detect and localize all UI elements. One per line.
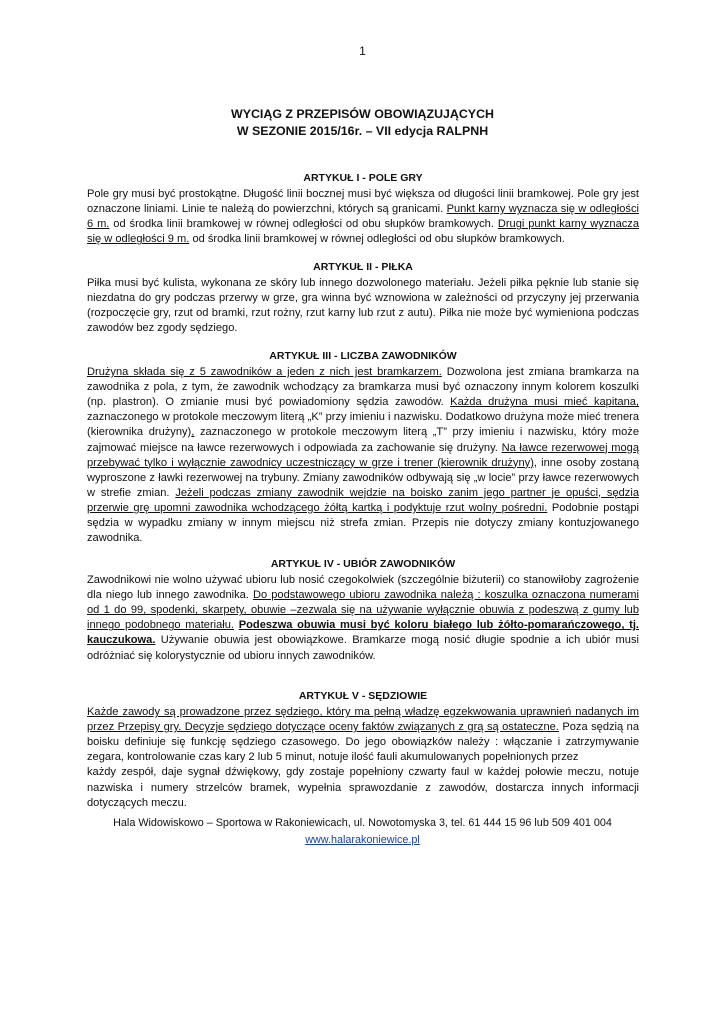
- article-3-text-part: zaznaczonego w protokole meczowym literą „K” przy imieniu i nazwisku. Dodatkowo drużyna może mieć trenera (kierownika drużyny): [87, 411, 639, 439]
- article-2-heading: ARTYKUŁ II - PIŁKA: [313, 261, 413, 273]
- article-5: [87, 689, 639, 811]
- article-5-text-continued: każdy zespół, daje sygnał dźwiękowy, gdy zostaje popełniony czwarty faul w każdej połowie meczu, notuje nazwiska i numery strzelców bramek, wypełnia sprawozdanie z zawodów, dostarcza innych informacji dotyczących meczu.: [87, 766, 639, 809]
- article-1-text-part: Pole gry musi być prostokątne. Długość linii bocznej musi być większa od długości linii bramkowej. Pole gry jest oznaczone liniami. Linie te należą do powierzchni, których są granicami.: [87, 188, 639, 216]
- article-2: [87, 260, 639, 336]
- page-number: 1: [359, 44, 366, 58]
- title-line-1: WYCIĄG Z PRZEPISÓW OBOWIĄZUJĄCYCH: [231, 107, 494, 121]
- article-1-underlined-part: Punkt karny wyznacza się w odległości 6 m.: [87, 203, 639, 231]
- article-5-underlined-part: Każde zawody są prowadzone przez sędziego, który ma pełną władzę egzekwowania uprawnień nadanych im przez Przepisy gry. Decyzje sędziego dotyczące oceny faktów związanych z grą są ostateczne.: [87, 706, 639, 734]
- article-3: [87, 349, 639, 546]
- article-3-text: [87, 365, 639, 546]
- footer-website-link[interactable]: www.halarakoniewice.pl: [305, 834, 420, 846]
- article-1-text-part: od środka linii bramkowej w równej odległości od obu słupków bramkowych.: [109, 218, 498, 231]
- article-3-text-part: Dozwolona jest zmiana bramkarza na zawodnika z pola, z tym, że zawodnik wchodzący za bramkarza musi być oznaczony innym kolorem koszulki (np. plastron). O zmianie musi być powiadomiony sędzia zawodów.: [87, 366, 639, 409]
- article-3-underlined-part: Każda drużyna musi mieć kapitana,: [450, 396, 639, 409]
- article-4-heading: ARTYKUŁ IV - UBIÓR ZAWODNIKÓW: [270, 558, 456, 570]
- article-4: [87, 557, 639, 664]
- article-3-text-part: Podobnie postąpi sędzia w wypadku zmiany w innym miejscu niż strefa zmian. Przepis nie dotyczy zmiany kontuzjowanego zawodnika.: [87, 501, 639, 545]
- article-3-text-part: inne osoby zostaną wyproszone z ławki rezerwowej na trybuny. Zmiany zawodników odbywają się „w locie” przy ławce rezerwowych w strefie zmian.: [87, 456, 639, 499]
- article-5-heading: ARTYKUŁ V - SĘDZIOWIE: [298, 690, 428, 702]
- article-1-underlined-part: Drugi punkt karny wyznacza się w odległości 9 m.: [87, 218, 639, 246]
- article-5-text-part: Poza sędzią na boisku definiuje się funkcję sędziego czasowego. Do jego obowiązków należy : włączanie i zatrzymywanie zegara, kontrolowanie czas kary 2 lub 5 minut, notuje ilość fauli akumulowanych popełnionych przez: [87, 721, 639, 764]
- article-3-underlined-part: Drużyna składa się z 5 zawodników a jeden z nich jest bramkarzem.: [87, 366, 442, 379]
- article-3-underlined-part: Jeżeli podczas zmiany zawodnik wejdzie na boisko zanim jego partner je opuści, sędzia przerwie grę upomni zawodnika wchodzącego żółtą kartką i podyktuje rzut wolny pośredni.: [87, 486, 639, 514]
- footer: [0, 815, 725, 849]
- article-4-text-part: Zawodnikowi nie wolno używać ubioru lub nosić czegokolwiek (szczególnie biżuterii) co stanowiłoby zagrożenie dla niego lub innego zawodnika.: [87, 574, 639, 602]
- document-title: [0, 106, 725, 140]
- article-3-heading: ARTYKUŁ III - LICZBA ZAWODNIKÓW: [269, 350, 457, 362]
- article-1: [87, 171, 639, 247]
- article-5-text: [87, 705, 639, 765]
- article-1-heading: ARTYKUŁ I - POLE GRY: [303, 172, 423, 184]
- article-4-text-part: Używanie obuwia jest obowiązkowe. Bramkarze mogą nosić długie spodnie a ich ubiór musi odróżniać się kolorystycznie od ubioru innych zawodników.: [87, 634, 639, 662]
- article-3-text-part: zaznaczonego w protokole meczowym literą „T” przy imieniu i nazwisku, który może zajmować miejsce na ławce rezerwowych i odpowiada za zachowanie się drużyny.: [87, 426, 640, 454]
- article-4-underlined-part: Do podstawowego ubioru zawodnika należą : koszulka oznaczona numerami od 1 do 99, spodenki, skarpety, obuwie –zezwala się na używanie wyłącznie obuwia z podeszwą z gumy lub innego podobnego materiału.: [87, 589, 639, 632]
- title-line-2: W SEZONIE 2015/16r. – VII edycja RALPNH: [236, 124, 489, 138]
- article-3-underlined-part: Na ławce rezerwowej mogą przebywać tylko i wyłącznie zawodnicy uczestniczący w grze i trener (kierownik drużyny),: [87, 441, 639, 469]
- article-4-bold-underlined-part: Podeszwa obuwia musi być koloru białego lub żółto-pomarańczowego, tj. kauczukowa.: [87, 619, 639, 647]
- article-2-text: Piłka musi być kulista, wykonana ze skóry lub innego dozwolonego materiału. Jeżeli piłka pęknie lub stanie się niezdatna do gry podczas przerwy w grze, gra winna być wznowiona w zależności od przyczyny jej przerwania (rozpoczęcie gry, rzut od bramki, rzut rożny, rzut karny lub rzut z autu). Piłka nie może być wymieniona podczas zawodów bez zgody sędziego.: [87, 277, 639, 335]
- article-1-text-part: od środka linii bramkowej w równej odległości od obu słupków bramkowych.: [189, 233, 565, 246]
- footer-address: Hala Widowiskowo – Sportowa w Rakoniewicach, ul. Nowotomyska 3, tel. 61 444 15 96 lub 509 401 004: [113, 817, 612, 829]
- article-4-text: [87, 573, 639, 664]
- article-3-underlined-part: ,: [191, 426, 195, 439]
- article-1-text: [87, 187, 639, 247]
